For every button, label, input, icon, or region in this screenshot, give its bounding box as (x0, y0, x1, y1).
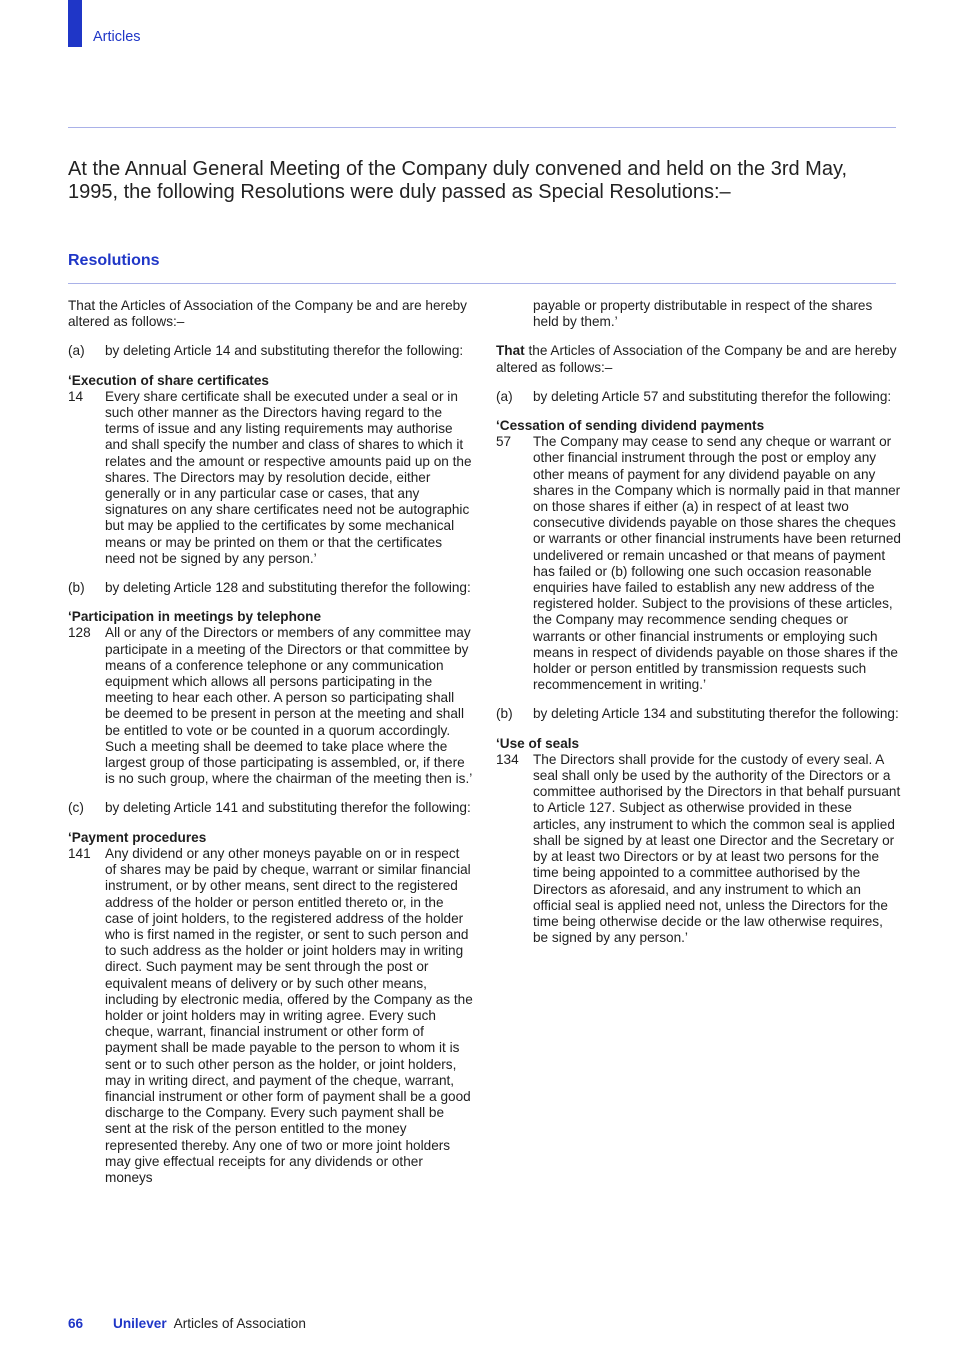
article-57 (496, 434, 901, 693)
right-column (496, 298, 901, 959)
resolutions-divider (68, 283, 896, 284)
resolutions-heading: Resolutions (68, 252, 160, 269)
article-141-title: ‘Payment procedures (68, 829, 207, 845)
lead-bold: That (496, 343, 525, 359)
list-item (496, 389, 901, 405)
page-footer (68, 1316, 306, 1331)
list-item (496, 706, 901, 722)
item-label: (c) (68, 800, 84, 816)
section-tab-marker (68, 0, 82, 47)
article-text: All or any of the Directors or members of any committee may participate in a meeting of the Directors or that committee by means of a conference telephone or any communication equipment which allows all persons participating in the meeting to hear each other. A person so participating shall be deemed to be present in person at the meeting and shall be entitled to vote or be counted in a quorum accordingly. Such a meeting shall be deemed to take place where the largest group of those participating is assembled, or, if there is no such group, where the chairman of the meeting then is.’ (105, 625, 473, 787)
right-lead-paragraph (496, 343, 901, 375)
left-column (68, 298, 473, 1199)
article-57-title: ‘Cessation of sending dividend payments (496, 418, 765, 434)
article-text: Every share certificate shall be executed under a seal or in such other manner as the Directors having regard to the terms of issue and any listing requirements may authorise and shall specify the number and class of shares to which it relates and the amount or respective amounts paid up on the shares. The Directors may by resolution decide, either generally or in any particular case or cases, that any signatures on any share certificates need not be autographic but may be applied to the certificates by some mechanical means or may be printed on them or that the certificates need not be signed by any person.’ (105, 388, 472, 566)
item-text: by deleting Article 128 and substituting therefor the following: (105, 580, 471, 596)
article-141 (68, 846, 473, 1186)
document-title: Articles of Association (173, 1316, 306, 1331)
item-label: (b) (68, 580, 85, 596)
brand-name: Unilever (113, 1316, 167, 1331)
item-text: by deleting Article 57 and substituting therefor the following: (533, 388, 892, 404)
article-128-title: ‘Participation in meetings by telephone (68, 609, 322, 625)
article-number: 141 (68, 845, 91, 861)
article-134-title: ‘Use of seals (496, 735, 580, 751)
page-number: 66 (68, 1316, 84, 1331)
list-item (68, 343, 473, 359)
item-text: by deleting Article 134 and substituting therefor the following: (533, 706, 899, 722)
continuation-text: payable or property distributable in respect of the shares held by them.’ (533, 298, 873, 330)
item-text: by deleting Article 141 and substituting therefor the following: (105, 800, 471, 816)
article-number: 14 (68, 388, 84, 404)
list-item (68, 580, 473, 596)
lead-rest: the Articles of Association of the Company be and are hereby altered as follows:– (496, 343, 897, 375)
article-134 (496, 752, 901, 946)
left-lead-paragraph: That the Articles of Association of the Company be and are hereby altered as follows:– (68, 298, 467, 330)
item-label: (a) (496, 388, 513, 404)
item-label: (b) (496, 706, 513, 722)
article-text: The Company may cease to send any cheque or warrant or other financial instrument through the post or employ any other means of payment for any dividend payable on any shares in the Company which is normally paid in that manner on those shares if either (a) in respect of at least two consecutive dividends payable on those shares the cheques or warrants or other financial instruments have been returned undelivered or remain uncashed or that means of payment has failed or (b) following one such occasion reasonable enquiries have failed to establish any new address of the registered holder. Subject to the provisions of these articles, the Company may recommence sending cheques or warrants or other financial instruments or employing such means in respect of dividends payable on those shares if the holder or person entitled by transmission requests such recommencement in writing.’ (533, 434, 901, 693)
article-number: 134 (496, 751, 519, 767)
article-14 (68, 389, 473, 567)
article-text: Any dividend or any other moneys payable on or in respect of shares may be paid by cheque, warrant or similar financial instrument, or by other means, sent direct to the registered address of the holder or person entitled thereto or, in the case of joint holders, to the registered address of the holder who is first named in the register, or sent to such person and to such address as the holder or joint holders may in writing direct. Such payment may be sent through the post or equivalent means of delivery or by such other means, including by electronic media, offered by the Company as the holder or joint holders may in writing agree. Every such cheque, warrant, financial instrument or other form of payment shall be made payable to the person to whom it is sent or to such other person as the holder, or joint holders, may in writing direct, and payment of the cheque, warrant, financial instrument or other form of payment shall be a good discharge to the Company. Every such payment shall be sent at the risk of the person entitled to the money represented thereby. Any one of two or more joint holders may give effectual receipts for any dividends or other moneys (105, 845, 473, 1185)
article-number: 128 (68, 625, 91, 641)
list-item (68, 800, 473, 816)
item-text: by deleting Article 14 and substituting therefor the following: (105, 343, 464, 359)
top-divider (68, 127, 896, 128)
intro-statement: At the Annual General Meeting of the Company duly convened and held on the 3rd May, 1995, the following Resolutions were duly passed as Special Resolutions:– (68, 158, 848, 203)
article-text: The Directors shall provide for the custody of every seal. A seal shall only be used by the authority of the Directors or a committee authorised by the Directors in that behalf pursuant to Article 127. Subject as otherwise provided in these articles, any instrument to which the common seal is applied shall be signed by at least one Director and the Secretary or by at least two Directors or by at least two persons for the time being appointed to a committee authorised by the Directors as aforesaid, and any instrument to which an official seal is applied need not, unless the Directors for the time being otherwise decide or the law otherwise requires, be signed by any person.’ (533, 751, 901, 946)
article-14-title: ‘Execution of share certificates (68, 372, 269, 388)
article-128 (68, 625, 473, 787)
item-label: (a) (68, 343, 85, 359)
section-label: Articles (93, 29, 141, 45)
article-number: 57 (496, 434, 512, 450)
